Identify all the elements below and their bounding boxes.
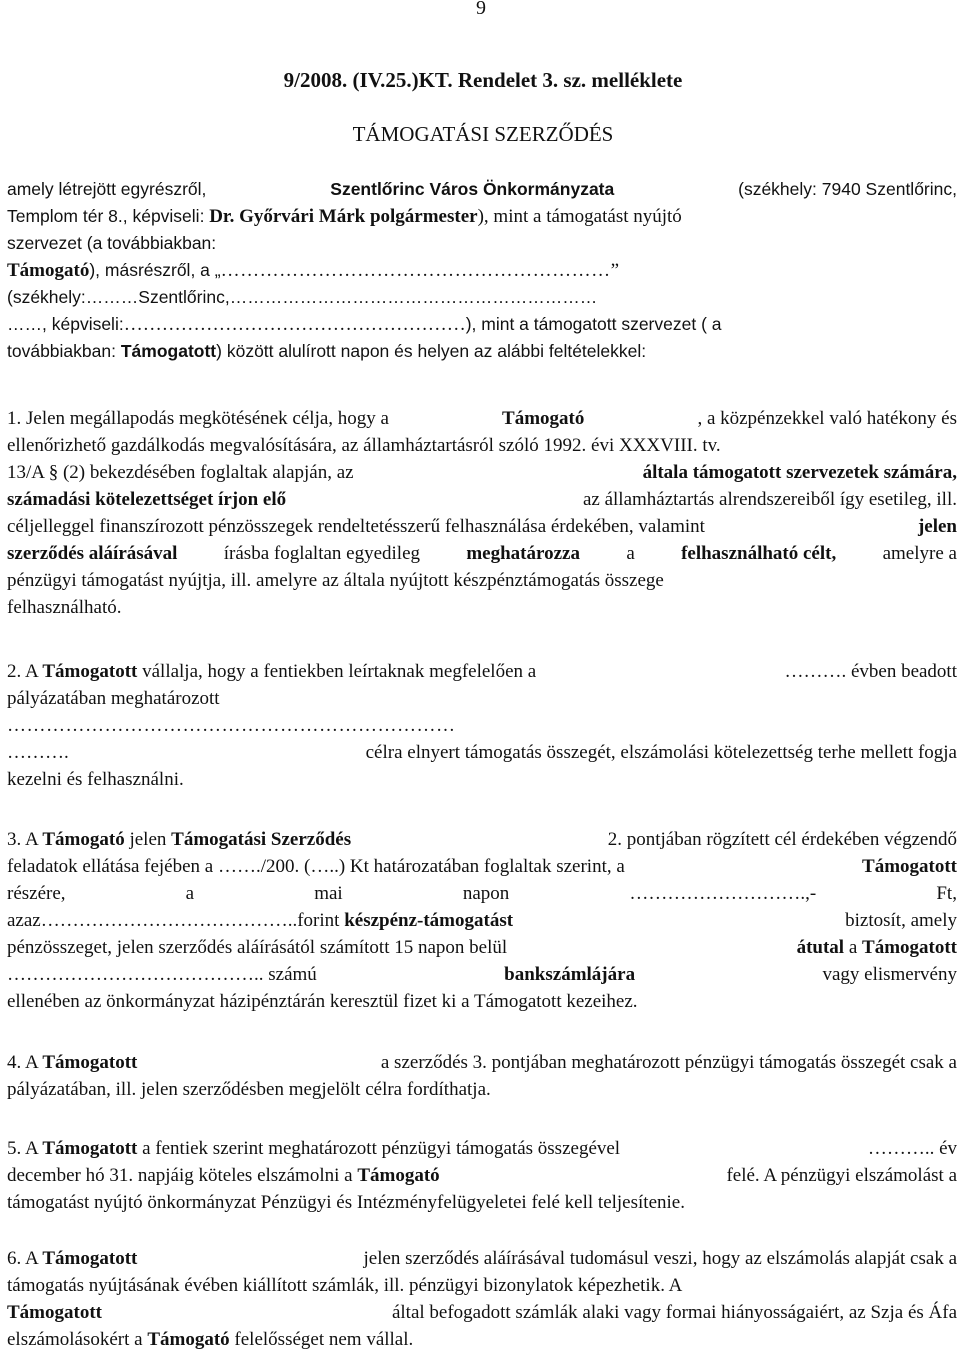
p1-line-7: pénzügyi támogatást nyújtja, ill. amelyre az általa nyújtott készpénztámogatás összege bbox=[7, 570, 664, 591]
p2-line-2: pályázatában meghatározott bbox=[7, 688, 220, 709]
document-heading: 9/2008. (IV.25.)KT. Rendelet 3. sz. melléklete bbox=[283, 68, 683, 92]
p3-line-3: részére, a mai napon ……………………….,- Ft, bbox=[7, 883, 957, 904]
intro-line-6: ……, képviseli:………………………………………………), mint a támogatott szervezet ( a bbox=[7, 314, 722, 335]
p4-line-1: 4. A Támogatott a szerződés 3. pontjában meghatározott pénzügyi támogatás összegét csak a bbox=[7, 1052, 957, 1073]
p3-line-2: feladatok ellátása fejében a ……./200. (…..) Kt határozatában foglaltak szerint, a Támogatott bbox=[7, 856, 957, 877]
p2-line-4: ………. célra elnyert támogatás összegét, elszámolási kötelezettség terhe mellett fogja bbox=[7, 742, 957, 763]
p4-line-2: pályázatában, ill. jelen szerződésben megjelölt célra fordíthatja. bbox=[7, 1079, 491, 1100]
intro-section bbox=[7, 176, 957, 365]
p3-line-7: ellenében az önkormányzat házipénztárán keresztül fizet ki a Támogatott kezeihez. bbox=[7, 991, 638, 1012]
p3-line-4: azaz…………………………………..forint készpénz-támogatást biztosít, amely bbox=[7, 910, 957, 931]
paragraph-5 bbox=[7, 1135, 957, 1216]
intro-line-3: szervezet (a továbbiakban: bbox=[7, 233, 217, 253]
p3-line-1: 3. A Támogató jelen Támogatási Szerződés 2. pontjában rögzített cél érdekében végzendő bbox=[7, 829, 957, 850]
p2-line-5: kezelni és felhasználni. bbox=[7, 769, 184, 790]
p5-line-2: december hó 31. napjáig köteles elszámolni a Támogató felé. A pénzügyi elszámolást a bbox=[7, 1165, 957, 1186]
p2-line-1: 2. A Támogatott vállalja, hogy a fentiekben leírtaknak megfelelően a ………. évben beadott bbox=[7, 661, 957, 682]
p1-line-5: céljelleggel finanszírozott pénzösszegek rendeltetésszerű felhasználása érdekében, valamint jelen bbox=[7, 516, 957, 537]
p1-line-3: 13/A § (2) bekezdésében foglaltak alapján, az általa támogatott szervezetek számára, bbox=[7, 462, 957, 483]
p6-line-1: 6. A Támogatott jelen szerződés aláírásával tudomásul veszi, hogy az elszámolás alapját csak a bbox=[7, 1248, 957, 1269]
p5-line-1: 5. A Támogatott a fentiek szerint meghatározott pénzügyi támogatás összegével ……….. év bbox=[7, 1138, 957, 1159]
paragraph-3 bbox=[7, 826, 957, 1015]
intro-line-5: (székhely:………Szentlőrinc,……………………………………………………… bbox=[7, 287, 598, 307]
paragraph-4 bbox=[7, 1049, 957, 1103]
intro-line-4: Támogató), másrészről, a „……………………………………………………” bbox=[7, 260, 620, 281]
p1-line-1: 1. Jelen megállapodás megkötésének célja, hogy a Támogató , a közpénzekkel való hatékony és bbox=[7, 408, 957, 429]
intro-line-7: továbbiakban: Támogatott) között alulírott napon és helyen az alábbi feltételekkel: bbox=[7, 341, 647, 361]
p1-line-2: ellenőrizhető gazdálkodás megvalósítására, az államháztartásról szóló 1992. évi XXXVIII. tv. bbox=[7, 435, 721, 456]
paragraph-1 bbox=[7, 405, 957, 621]
p1-line-8: felhasználható. bbox=[7, 597, 122, 618]
p6-line-2: támogatás nyújtásának évében kiállított számlák, ill. pénzügyi bizonylatok képezhetik. A bbox=[7, 1275, 683, 1296]
p2-line-3: …………………………………………………………… bbox=[7, 715, 456, 736]
p3-line-6: ………………………………….. számú bankszámlájára vagy elismervény bbox=[7, 964, 957, 985]
document-title: TÁMOGATÁSI SZERZŐDÉS bbox=[352, 122, 614, 146]
p1-line-4: számadási kötelezettséget írjon elő az államháztartás alrendszereiből így esetileg, ill. bbox=[7, 489, 957, 510]
paragraph-6 bbox=[7, 1245, 957, 1353]
p6-line-3: Támogatott által befogadott számlák alaki vagy formai hiányosságaiért, az Szja és Áfa bbox=[7, 1302, 957, 1323]
intro-line-1: amely létrejött egyrészről, Szentlőrinc Város Önkormányzata (székhely: 7940 Szentlőrinc, bbox=[7, 179, 957, 199]
p3-line-5: pénzösszeget, jelen szerződés aláírásától számított 15 napon belül átutal a Támogatott bbox=[7, 937, 957, 958]
p6-line-4: elszámolásokért a Támogató felelősséget nem vállal. bbox=[7, 1329, 414, 1350]
intro-line-2: Templom tér 8., képviseli: Dr. Győrvári Márk polgármester), mint a támogatást nyújtó bbox=[7, 206, 682, 227]
page-number: 9 bbox=[476, 0, 486, 19]
paragraph-2 bbox=[7, 658, 957, 793]
p1-line-6: szerződés aláírásával írásba foglaltan egyedileg meghatározza a felhasználható célt, amelyre a bbox=[7, 543, 957, 564]
p5-line-3: támogatást nyújtó önkormányzat Pénzügyi és Intézményfelügyeletei felé kell teljesítenie. bbox=[7, 1192, 685, 1213]
